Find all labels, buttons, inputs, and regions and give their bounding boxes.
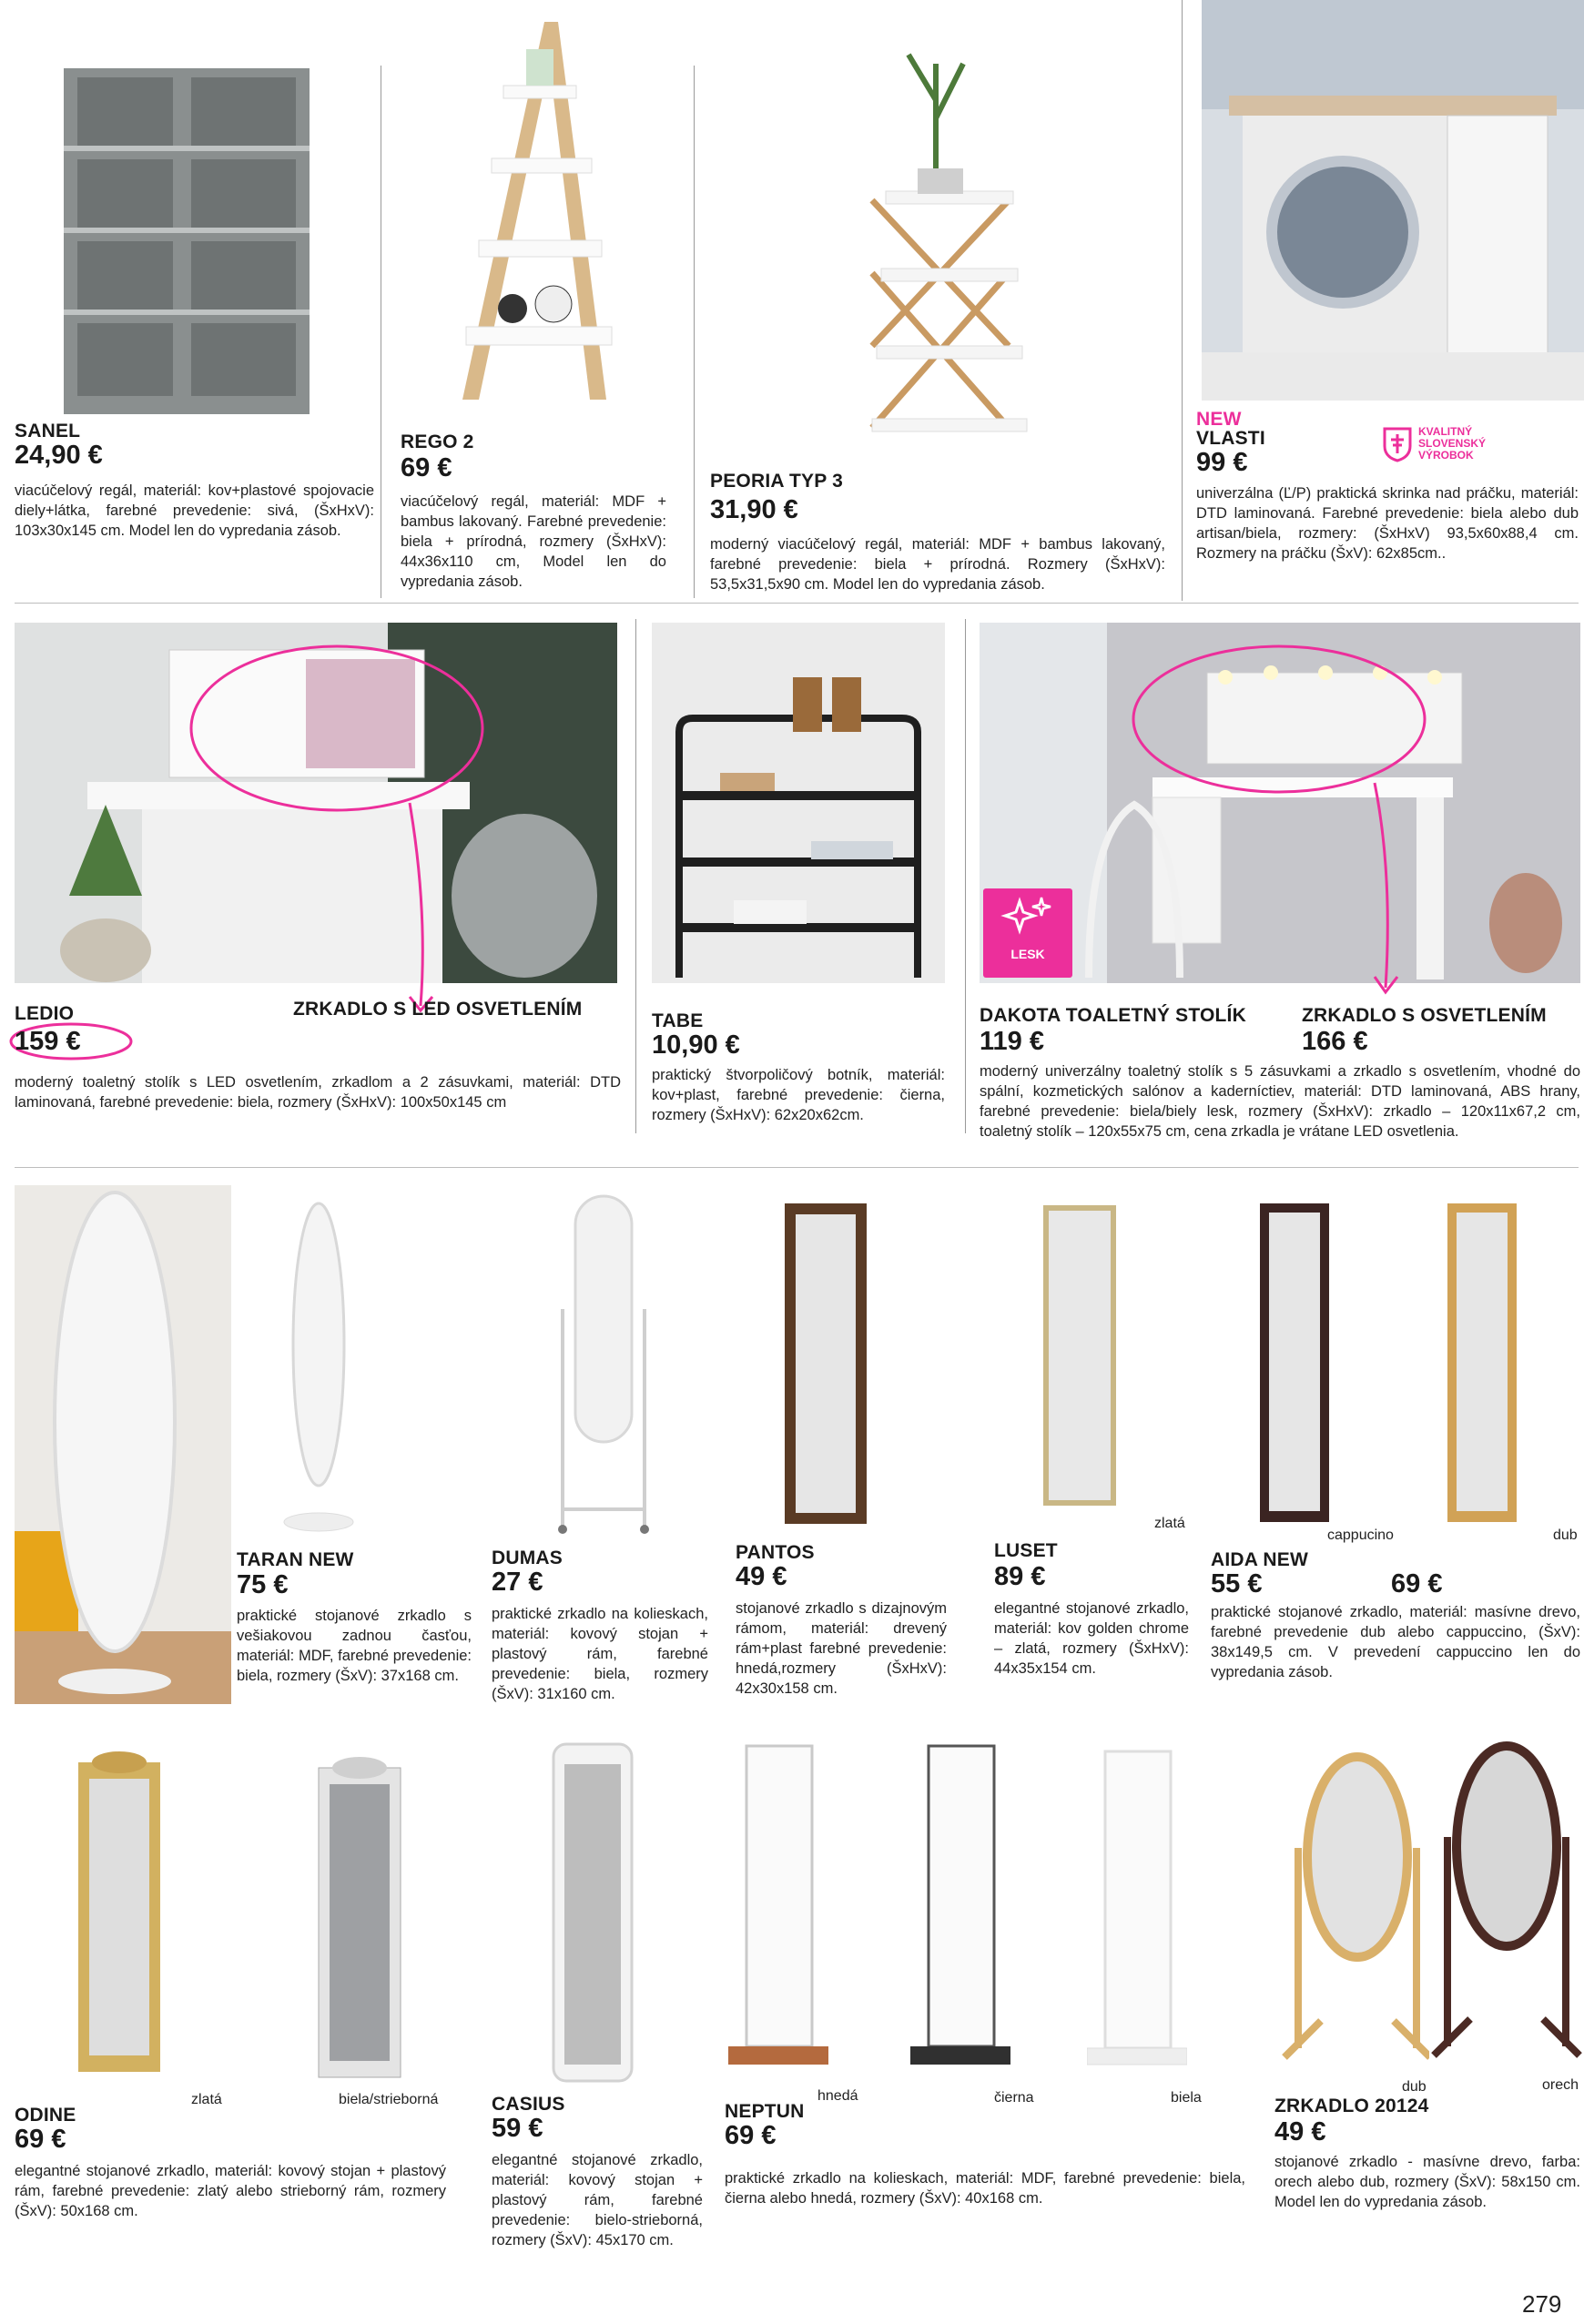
odine-name: ODINE: [15, 2105, 76, 2126]
neptun-color-3: biela: [1171, 2090, 1202, 2106]
dakota-mirror-label: ZRKADLO S OSVETLENÍM: [1302, 1005, 1547, 1026]
peoria-price: 31,90 €: [710, 495, 798, 524]
divider: [15, 1167, 1579, 1168]
pantos-name: PANTOS: [736, 1542, 815, 1563]
casius-description: elegantné stojanové zrkadlo, materiál: kovový stojan + plastový rám, farebné prevedenie: bielo-strieborná, rozmery (ŠxV): 45x170 cm.: [492, 2152, 703, 2248]
aida-color-2: dub: [1553, 1527, 1578, 1543]
ledio-name: LEDIO: [15, 1003, 75, 1024]
sanel-description: viacúčelový regál, materiál: kov+plastové spojovacie diely+látka, farebné prevedenie: sivá, (ŠxHxV): 103x30x145 cm. Model len do vypredania zásob.: [15, 482, 374, 539]
odine-color-1: zlatá: [191, 2092, 222, 2107]
aida-color-1: cappucino: [1327, 1527, 1394, 1543]
pantos-image: [779, 1200, 879, 1529]
slovak-product-icon: [1382, 426, 1413, 462]
dakota-highlight-circle: [1129, 637, 1429, 1001]
luset-image: [1036, 1202, 1127, 1520]
divider: [15, 603, 1579, 604]
odine-color-2: biela/strieborná: [339, 2092, 439, 2107]
dakota-price: 119 €: [980, 1027, 1044, 1056]
rego-name: REGO 2: [401, 431, 474, 452]
taran-description: praktické stojanové zrkadlo s vešiakovou zadnou časťou, materiál: MDF, farebné prevedenie: biela, rozmery (ŠxV): 37x168 cm.: [237, 1608, 472, 1684]
taran-alt-image: [264, 1194, 364, 1540]
tabe-description: praktický štvorpoličový botník, materiál: kov+plast, farebné prevedenie: čierna, rozmery (ŠxHxV): 62x20x62cm.: [652, 1067, 945, 1123]
lesk-badge: [983, 888, 1072, 978]
divider: [635, 619, 636, 1133]
dumas-image: [544, 1191, 663, 1537]
zrkadlo20124-oak-image: [1280, 1748, 1435, 2085]
zrkadlo20124-description: stojanové zrkadlo - masívne drevo, farba: orech alebo dub, rozmery (ŠxV): 58x150 cm. Model len do vypredania zásob.: [1274, 2154, 1580, 2210]
vlasti-description: univerzálna (Ľ/P) praktická skrinka nad práčku, materiál: DTD laminovaná. Farebné prevedenie: biela alebo dub artisan/biela, rozmery: (ŠxHxV) 93,5x60x88,4 cm. Rozmery na práčku (ŠxV): 62x85cm..: [1196, 485, 1579, 562]
dumas-price: 27 €: [492, 1568, 543, 1597]
neptun-name: NEPTUN: [725, 2101, 805, 2122]
sparkle-icon: [1000, 894, 1056, 939]
odine-gold-image: [67, 1746, 177, 2092]
vlasti-price: 99 €: [1196, 448, 1248, 477]
rego-description: viacúčelový regál, materiál: MDF + bambus lakovaný. Farebné prevedenie: biela + prírodná, rozmery (ŠxHxV): 44x36x110 cm, Model len do vypredania zásob.: [401, 493, 666, 590]
divider: [965, 619, 966, 1133]
vlasti-new-badge: NEW: [1196, 409, 1242, 430]
luset-price: 89 €: [994, 1562, 1046, 1591]
odine-price: 69 €: [15, 2125, 66, 2154]
casius-image: [544, 1737, 645, 2094]
quality-badge-text: KVALITNÝ SLOVENSKÝ VÝROBOK: [1418, 425, 1487, 462]
taran-price: 75 €: [237, 1570, 289, 1599]
neptun-color-2: čierna: [994, 2090, 1034, 2106]
peoria-image: [836, 46, 1063, 437]
luset-description: elegantné stojanové zrkadlo, materiál: kov golden chrome – zlatá, rozmery (ŠxHxV): 44x35x154 cm.: [994, 1600, 1189, 1677]
taran-name: TARAN NEW: [237, 1549, 354, 1570]
zrkadlo20124-name: ZRKADLO 20124: [1274, 2096, 1429, 2116]
neptun-black-image: [910, 1740, 1010, 2077]
divider: [694, 66, 695, 598]
pantos-price: 49 €: [736, 1562, 787, 1591]
page-number: 279: [1522, 2290, 1562, 2318]
aida-description: praktické stojanové zrkadlo, materiál: masívne drevo, farebné prevedenie dub alebo cappuccino, (ŠxV): 38x149,5 cm. V prevedení cappuccino len do vypredania zásob.: [1211, 1604, 1580, 1680]
dakota-mirror-price: 166 €: [1302, 1027, 1368, 1056]
tabe-image: [652, 623, 945, 983]
casius-name: CASIUS: [492, 2094, 565, 2115]
ledio-description: moderný toaletný stolík s LED osvetlením, zrkadlom a 2 zásuvkami, materiál: DTD laminovaná, farebné prevedenie: biela, rozmery (ŠxHxV): 100x50x145 cm: [15, 1074, 621, 1111]
aida-name: AIDA NEW: [1211, 1549, 1308, 1570]
sanel-price: 24,90 €: [15, 441, 103, 470]
neptun-color-1: hnedá: [817, 2088, 858, 2104]
dumas-description: praktické zrkadlo na kolieskach, materiál: kovový stojan + plastový rám, farebné prevedenie: biela, rozmery (ŠxV): 31x160 cm.: [492, 1606, 708, 1702]
sanel-name: SANEL: [15, 421, 81, 441]
taran-image: [15, 1185, 231, 1704]
dumas-name: DUMAS: [492, 1548, 563, 1568]
ledio-price: 159 €: [15, 1027, 81, 1056]
neptun-description: praktické zrkadlo na kolieskach, materiál: MDF, farebné prevedenie: biela, čierna alebo hnedá, rozmery (ŠxV): 40x168 cm.: [725, 2170, 1245, 2207]
aida-price-oak: 69 €: [1391, 1569, 1443, 1598]
tabe-price: 10,90 €: [652, 1030, 740, 1060]
dakota-name: DAKOTA TOALETNÝ STOLÍK: [980, 1005, 1246, 1026]
peoria-description: moderný viacúčelový regál, materiál: MDF + bambus lakovaný, farebné prevedenie: biela + prírodná. Rozmery (ŠxHxV): 53,5x31,5x90 cm. Model len do vypredania zásob.: [710, 536, 1165, 593]
rego-image: [426, 13, 645, 404]
luset-color-label: zlatá: [1154, 1516, 1185, 1531]
zrkadlo20124-color-2: orech: [1542, 2077, 1579, 2093]
peoria-name: PEORIA TYP 3: [710, 471, 843, 492]
odine-silver-image: [308, 1751, 417, 2097]
neptun-white-image: [1087, 1746, 1187, 2077]
dakota-description: moderný univerzálny toaletný stolík s 5 zásuvkami a zrkadlo s osvetlením, vhodné do spální, kozmetických salónov a kaderníctiev, materiál: DTD laminovaná, ABS hrany, farebné prevedenie: biela/biely lesk, rozmery (ŠxHxV): zrkadlo – 120x11x67,2 cm, toaletný stolík – 120x55x75 cm, cena zrkadla je vrátane LED osvetlenia.: [980, 1063, 1580, 1140]
vlasti-name: VLASTI: [1196, 428, 1265, 449]
lesk-label: LESK: [1010, 947, 1045, 961]
neptun-price: 69 €: [725, 2121, 777, 2150]
ledio-mirror-label: ZRKADLO S LED OSVETLENÍM: [293, 999, 583, 1020]
tabe-name: TABE: [652, 1010, 704, 1031]
casius-price: 59 €: [492, 2114, 543, 2143]
divider: [1182, 0, 1183, 601]
zrkadlo20124-walnut-image: [1429, 1737, 1584, 2085]
odine-description: elegantné stojanové zrkadlo, materiál: kovový stojan + plastový rám, farebné prevedenie: zlatý alebo strieborný rám, rozmery (ŠxV): 50x168 cm.: [15, 2163, 446, 2219]
luset-name: LUSET: [994, 1540, 1058, 1561]
rego-price: 69 €: [401, 453, 452, 482]
vlasti-image: [1202, 0, 1584, 401]
ledio-highlight-circle: [182, 637, 492, 1020]
zrkadlo20124-price: 49 €: [1274, 2117, 1326, 2146]
neptun-brown-image: [728, 1740, 828, 2077]
pantos-description: stojanové zrkadlo s dizajnovým rámom, materiál: drevený rám+plast farebné prevedenie: hnedá,rozmery (ŠxHxV): 42x30x158 cm.: [736, 1600, 947, 1697]
zrkadlo20124-color-1: dub: [1402, 2079, 1427, 2095]
aida-cappuccino-image: [1254, 1200, 1336, 1529]
aida-price-cappuccino: 55 €: [1211, 1569, 1263, 1598]
sanel-image: [27, 27, 346, 419]
aida-oak-image: [1442, 1200, 1524, 1529]
